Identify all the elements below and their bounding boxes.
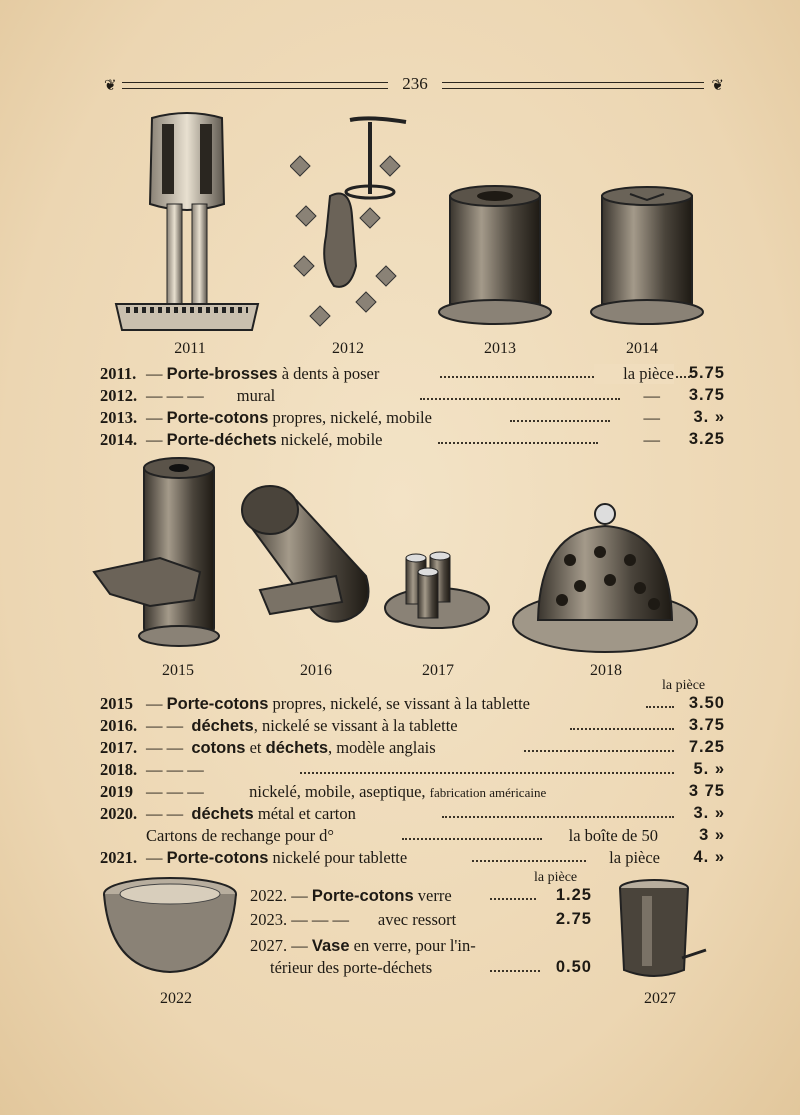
- caption-2013: 2013: [484, 340, 516, 357]
- caption-2014: 2014: [626, 340, 658, 357]
- glass-bowl-illustration: [100, 876, 240, 976]
- brush-holder-illustration: [112, 104, 262, 336]
- page-header: [104, 74, 724, 96]
- unit-header-bottom: la pièce: [534, 870, 578, 885]
- caption-2011: 2011: [174, 340, 206, 357]
- header-rule-left: [122, 82, 388, 89]
- caption-2012: 2012: [332, 340, 364, 357]
- caption-2018: 2018: [590, 662, 622, 679]
- item-row-2015: 2015 — Porte-cotons propres, nickelé, se vissant à la tablette 3.50: [100, 694, 725, 713]
- item-row-2013: 2013. — Porte-cotons propres, nickelé, mobile — 3. »: [100, 408, 725, 427]
- item-row-2022: 2022. — Porte-cotons verre 1.25: [250, 886, 592, 905]
- item-row-2018: 2018. — — — 5. »: [100, 760, 725, 779]
- wall-holder-illustration: [290, 116, 408, 330]
- waste-holder-2016-illustration: [236, 480, 376, 630]
- item-row-2021: 2021. — Porte-cotons nickelé pour tablette la pièce 4. »: [100, 848, 725, 867]
- item-row-2023: 2023. — — — avec ressort 2.75: [250, 910, 592, 929]
- item-row-2027-line2: térieur des porte-déchets 0.50: [270, 958, 592, 977]
- caption-2022: 2022: [160, 990, 192, 1007]
- caption-2015: 2015: [162, 662, 194, 679]
- dome-holder-2018-illustration: [510, 500, 700, 658]
- cotton-holder-2015-illustration: [90, 454, 230, 654]
- unit-header-mid: la pièce: [662, 678, 706, 693]
- cotton-holder-illustration: [436, 184, 554, 332]
- header-rule-right: [442, 82, 704, 89]
- item-row-2016: 2016. — — déchets, nickelé se vissant à la tablette 3.75: [100, 716, 725, 735]
- item-row-2027: 2027. — Vase en verre, pour l'in-: [250, 936, 476, 955]
- item-row-cartons: Cartons de rechange pour d° la boîte de 50 3 »: [146, 826, 725, 845]
- page-number: 236: [402, 74, 428, 93]
- waste-holder-illustration: [590, 186, 708, 332]
- item-row-2019: 2019 — — — nickelé, mobile, aseptique, fabrication américaine 3 75: [100, 782, 725, 801]
- ornament-left-icon: ❦: [104, 78, 117, 94]
- item-row-2017: 2017. — — cotons et déchets, modèle anglais 7.25: [100, 738, 725, 757]
- holder-2017-illustration: [382, 548, 492, 638]
- caption-2016: 2016: [300, 662, 332, 679]
- caption-2017: 2017: [422, 662, 454, 679]
- item-row-2011: 2011. — Porte-brosses à dents à poser la pièce 5.75: [100, 364, 725, 383]
- caption-2027: 2027: [644, 990, 676, 1007]
- item-row-2014: 2014. — Porte-déchets nickelé, mobile — 3.25: [100, 430, 725, 449]
- item-row-2020: 2020. — — déchets métal et carton 3. »: [100, 804, 725, 823]
- item-row-2012: 2012. — — — mural — 3.75: [100, 386, 725, 405]
- ornament-right-icon: ❦: [711, 78, 724, 94]
- glass-vase-illustration: [612, 878, 708, 982]
